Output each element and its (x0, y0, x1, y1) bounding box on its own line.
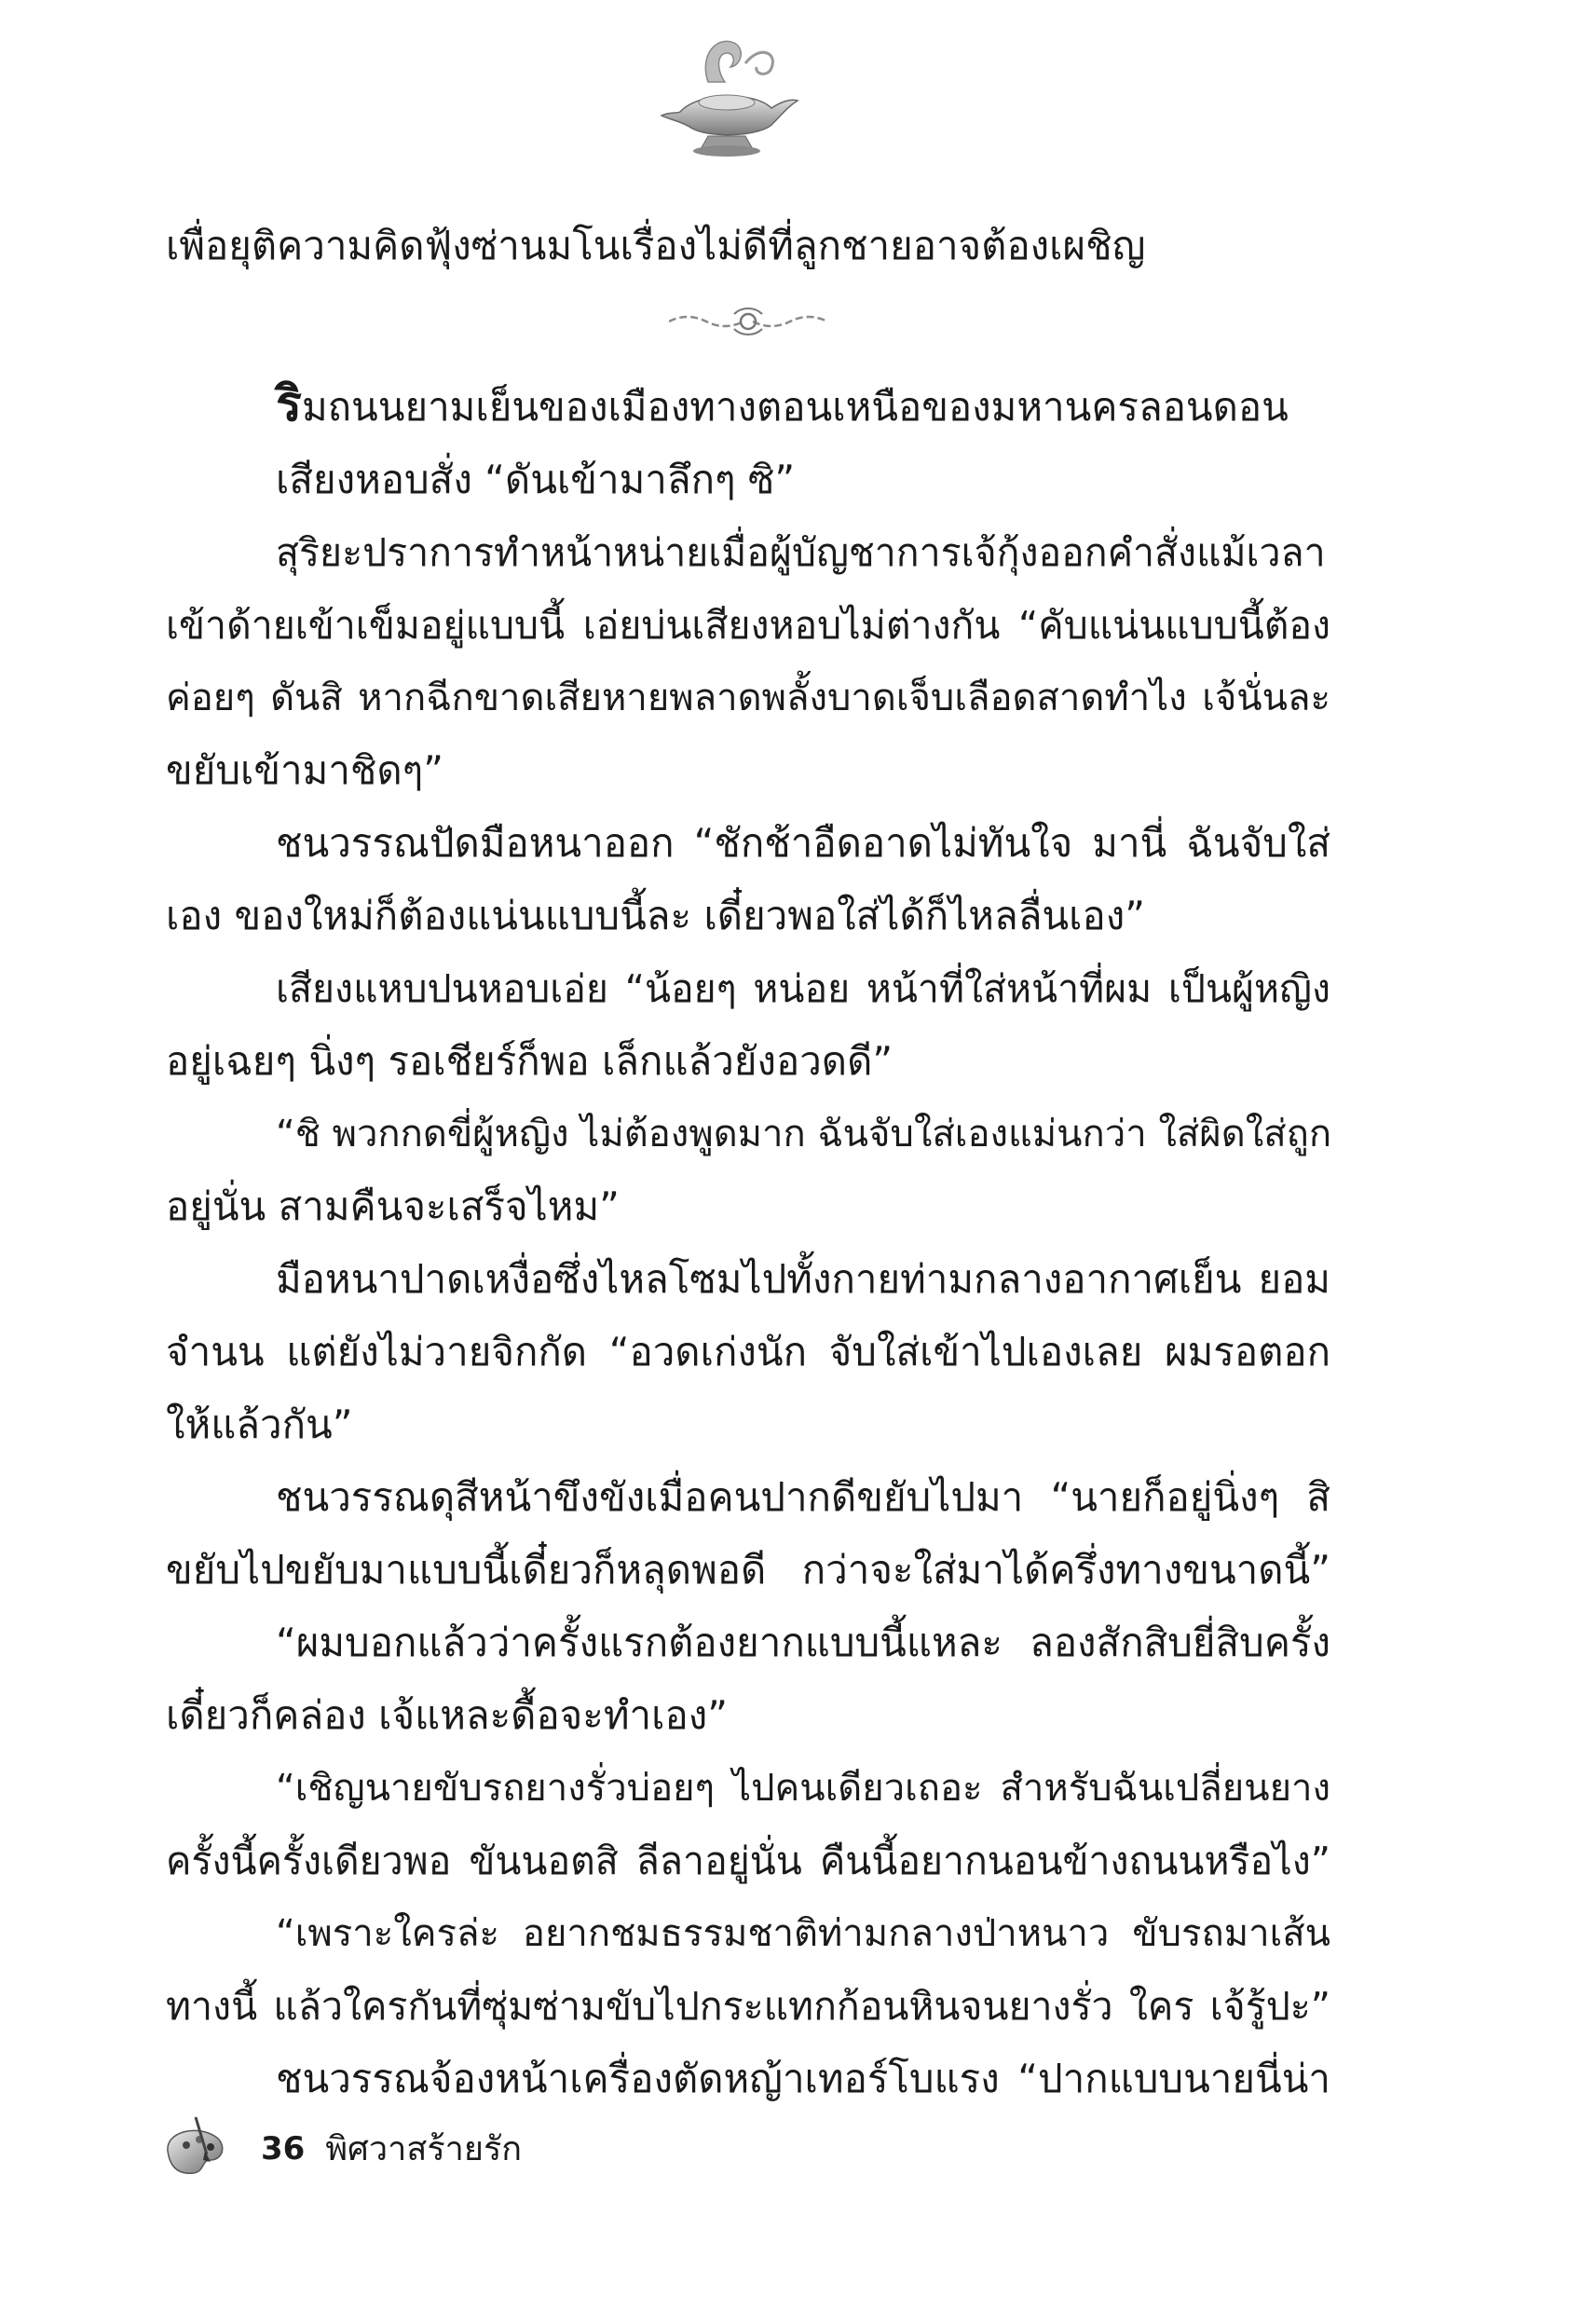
text-line (166, 662, 1330, 734)
genie-lamp-icon (652, 26, 801, 166)
text-line (166, 589, 1330, 662)
text-line (166, 734, 1330, 807)
line-text: ขยับเข้ามาชิดๆ” (166, 747, 443, 793)
line-text: ชนวรรณดุสีหน้าขึงขังเมื่อคนปากดีขยับไปมา “นายก็อยู่นิ่งๆ สิ (276, 1474, 1330, 1520)
line-text: อยู่เฉยๆ นิ่งๆ รอเชียร์ก็พอ เล็กแล้วยังอวดดี” (166, 1038, 893, 1084)
line-text: ครั้งนี้ครั้งเดียวพอ ขันนอตสิ ลีลาอยู่นั่น คืนนี้อยากนอนข้างถนนหรือไง” (166, 1839, 1330, 1883)
line-text: ทางนี้ แล้วใครกันที่ซุ่มซ่ามขับไปกระแทกก้อนหินจนยางรั่ว ใคร เจ้รู้ปะ” (166, 1984, 1330, 2029)
line-text: สุริยะปราการทำหน้าหน่ายเมื่อผู้บัญชาการเจ้กุ้งออกคำสั่งแม้เวลา (276, 530, 1326, 575)
line-text: “เชิญนายขับรถยางรั่วบ่อยๆ ไปคนเดียวเถอะ สำหรับฉันเปลี่ยนยาง (276, 1767, 1330, 1810)
line-text: ขยับไปขยับมาแบบนี้เดี๋ยวก็หลุดพอดี กว่าจะใส่มาได้ครึ่งทางขนาดนี้” (166, 1547, 1330, 1593)
text-line (166, 1170, 1330, 1243)
book-title: พิศวาสร้ายรัก (325, 2130, 523, 2168)
text-line (166, 1461, 1330, 1534)
text-line (166, 1243, 1330, 1316)
text-line (166, 880, 1330, 952)
text-line (166, 1316, 1330, 1388)
text-line (166, 952, 1330, 1025)
text-line (166, 1752, 1330, 1825)
line-text: ให้แล้วกัน” (166, 1402, 353, 1447)
text-line (166, 444, 1330, 516)
text-line (166, 1607, 1330, 1679)
line-text: “เพราะใครล่ะ อยากชมธรรมชาติท่ามกลางป่าหนาว ขับรถมาเส้น (276, 1912, 1330, 1955)
line-text: เอง ของใหม่ก็ต้องแน่นแบบนี้ละ เดี๋ยวพอใส่ได้ก็ไหลลื่นเอง” (166, 893, 1145, 938)
line-text: เสียงแหบปนหอบเอ่ย “น้อยๆ หน่อย หน้าที่ใส่หน้าที่ผม เป็นผู้หญิง (276, 966, 1330, 1011)
line-text: ชนวรรณจ้องหน้าเครื่องตัดหญ้าเทอร์โบแรง “ปากแบบนายนี่น่า (276, 2056, 1330, 2101)
text-line (166, 1534, 1330, 1607)
text-line (166, 368, 1330, 444)
line-text: เดี๋ยวก็คล่อง เจ้แหละดื้อจะทำเอง” (166, 1692, 728, 1738)
line-text: “ผมบอกแล้วว่าครั้งแรกต้องยากแบบนี้แหละ ลองสักสิบยี่สิบครั้ง (276, 1620, 1330, 1665)
line-text: มถนนยามเย็นของเมืองทางตอนเหนือของมหานครลอนดอน (301, 384, 1289, 430)
page-footer (158, 2113, 522, 2183)
drop-cap: ริ (276, 376, 302, 432)
opening-line: เพื่อยุติความคิดฟุ้งซ่านมโนเรื่องไม่ดีที่ลูกชายอาจต้องเผชิญ (166, 223, 1146, 268)
line-text: เสียงหอบสั่ง “ดันเข้ามาลึกๆ ซิ” (276, 457, 796, 502)
palette-brush-icon (158, 2113, 233, 2183)
line-text: “ชิ พวกกดขี่ผู้หญิง ไม่ต้องพูดมาก ฉันจับใส่เองแม่นกว่า ใส่ผิดใส่ถูก (276, 1113, 1332, 1156)
text-line (166, 516, 1330, 589)
line-text: ชนวรรณปัดมือหนาออก “ชักช้าอืดอาดไม่ทันใจ มานี่ ฉันจับใส่ (276, 820, 1330, 866)
text-line (166, 1825, 1330, 1897)
page-number: 36 (261, 2129, 306, 2167)
text-line (166, 1388, 1330, 1461)
text-line (166, 1025, 1330, 1098)
text-line (166, 1970, 1330, 2043)
text-line (166, 2043, 1330, 2115)
body-text (166, 210, 1330, 2115)
line-text: ค่อยๆ ดันสิ หากฉีกขาดเสียหายพลาดพลั้งบาดเจ็บเลือดสาดทำไง เจ้นั่นละ (166, 677, 1330, 719)
text-line (166, 1098, 1330, 1170)
floral-divider-icon (166, 282, 1330, 368)
text-line (166, 807, 1330, 880)
paragraph-lines (166, 368, 1330, 2115)
line-text: จำนน แต่ยังไม่วายจิกกัด “อวดเก่งนัก จับใส่เข้าไปเองเลย ผมรอตอก (166, 1329, 1330, 1374)
text-line (166, 1897, 1330, 1970)
text-line (166, 1679, 1330, 1752)
line-text: อยู่นั่น สามคืนจะเสร็จไหม” (166, 1183, 620, 1229)
line-text: เข้าด้ายเข้าเข็มอยู่แบบนี้ เอ่ยบ่นเสียงหอบไม่ต่างกัน “คับแน่นแบบนี้ต้อง (166, 603, 1330, 648)
line-text: มือหนาปาดเหงื่อซึ่งไหลโซมไปทั้งกายท่ามกลางอากาศเย็น ยอม (276, 1256, 1330, 1302)
